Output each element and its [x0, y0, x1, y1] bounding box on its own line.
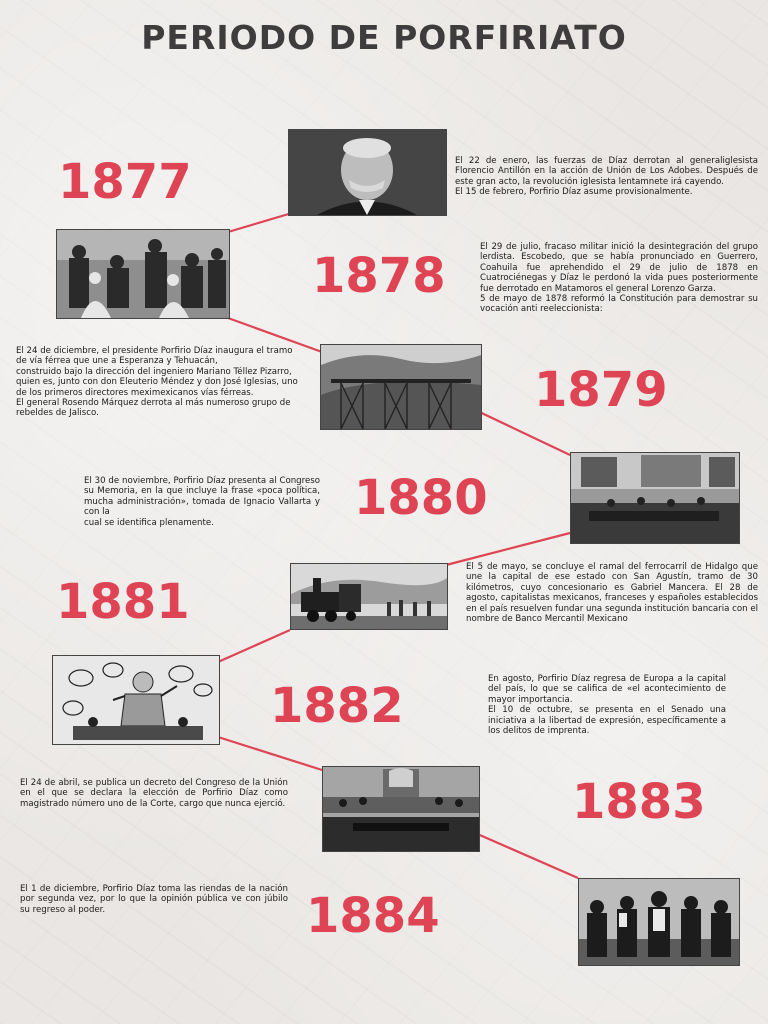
text-1884	[20, 884, 288, 915]
text-1878	[480, 242, 758, 315]
text-1881-p1: El 5 de mayo, se concluye el ramal del ferrocarril de Hidalgo que une la capital de ese estado con San Agustín, tramo de 30 kilómetros, cuyo concesionario es Gabriel Mancera. El 28 de agosto, capitalistas mexicanos, franceses y españoles establecidos en el país resuelven fundar una segunda institución bancaria con el nombre de Banco Mercantil Mexicano	[466, 562, 758, 625]
year-1877: 1877	[58, 154, 192, 210]
year-1878: 1878	[312, 248, 446, 304]
text-1879-p1: El 24 de diciembre, el presidente Porfirio Díaz inaugura el tramo de vía férrea que une a Esperanza y Tehuacán,	[16, 346, 293, 367]
senate-chamber-photo	[322, 766, 480, 852]
text-1882-p2: El 10 de octubre, se presenta en el Senado una iniciativa a la libertad de expresión, específicamente a los delitos de imprenta.	[488, 705, 726, 737]
text-1883-p1: El 24 de abril, se publica un decreto del Congreso de la Unión en el que se declara la elección de Porfirio Díaz como magistrado número uno de la Corte, cargo que nunca ejerció.	[20, 778, 288, 809]
text-1880-p2: cual se identifica plenamente.	[84, 517, 214, 528]
connector-1882	[218, 737, 322, 770]
text-1883	[20, 778, 288, 809]
military-group-photo	[578, 878, 740, 966]
text-1878-p1: El 29 de julio, fracaso militar inició la desintegración del grupo lerdista. Escobedo, que se había pronunciado en Guerrero, Coahuila fue aprehendido el 29 de julio de 1878 en Cuatrociénegas y Díaz le perdonó la vida pues posteriormente fue derrotado en Matamoros el general Lorenzo Garza.	[480, 242, 758, 294]
congress-hall-photo	[570, 452, 740, 544]
text-1878-p2: 5 de mayo de 1878 reformó la Constitución para demostrar su vocación anti reeleccionista:	[480, 294, 758, 315]
year-1881: 1881	[56, 574, 190, 630]
locomotive-photo	[290, 563, 448, 630]
text-1881	[466, 562, 758, 624]
text-1880	[84, 476, 320, 528]
text-1877-p2: El 15 de febrero, Porfirio Díaz asume provisionalmente.	[455, 187, 693, 198]
year-1883: 1883	[572, 774, 706, 830]
connector-1880	[446, 533, 570, 565]
page-title: PERIODO DE PORFIRIATO	[141, 18, 627, 57]
railway-bridge-photo	[320, 344, 482, 430]
text-1882	[488, 674, 726, 736]
text-1877-p1: El 22 de enero, las fuerzas de Díaz derrotan al generaliglesista Florencio Antillón en la acción de Unión de Los Adobes. Después de este gran acto, la revolución iglesista lentamnete irá cayendo.	[455, 156, 758, 187]
text-1879	[16, 346, 298, 419]
portrait-photo	[288, 129, 447, 216]
text-1882-p1: En agosto, Porfirio Díaz regresa de Europa a la capital del país, lo que se califica de «el acontecimiento de mayor importancia.	[488, 674, 726, 705]
group-family-photo	[56, 229, 230, 319]
text-1877	[455, 156, 758, 198]
text-1879-p3: El general Rosendo Márquez derrota al más numeroso grupo de rebeldes de Jalisco.	[16, 398, 291, 419]
year-1879: 1879	[534, 362, 668, 418]
connector-1877	[228, 213, 292, 232]
year-1884: 1884	[306, 888, 440, 944]
text-1879-p2: construido bajo la dirección del ingeniero Mariano Téllez Pizarro, quien es, junto con don Eleuterio Méndez y don José Iglesias, uno de los primeros directores meximexicanos vías férreas.	[16, 366, 298, 398]
year-1882: 1882	[270, 678, 404, 734]
caricature-illustration	[52, 655, 220, 745]
year-1880: 1880	[354, 470, 488, 526]
text-1884-p1: El 1 de diciembre, Porfirio Díaz toma las riendas de la nación por segunda vez, por lo que la opinión pública ve con júbilo su regreso al poder.	[20, 884, 288, 915]
connector-1881	[218, 630, 290, 662]
text-1880-p1: El 30 de noviembre, Porfirio Díaz presenta al Congreso su Memoria, en la que incluye la frase «poca política, mucha administración», tomada de Ignacio Vallarta y con la	[84, 476, 320, 518]
